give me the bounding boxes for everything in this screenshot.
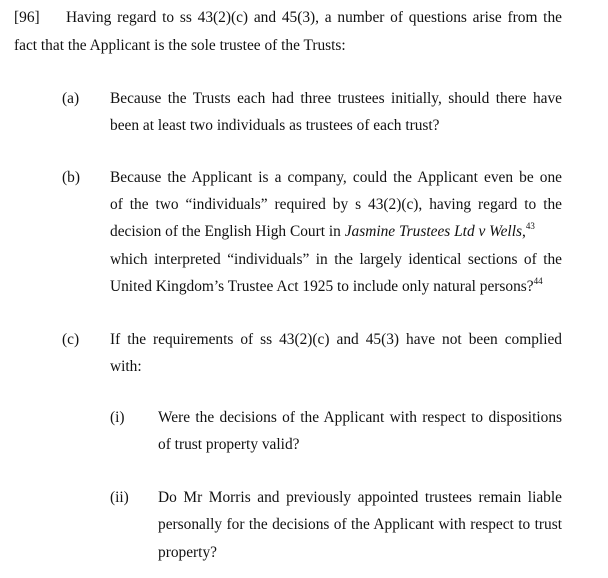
- item-b-line-3: [110, 222, 535, 242]
- item-b-line-2: of the two “individuals” required by s 43(2)(c), having regard to the: [110, 196, 562, 213]
- item-a-line-2: been at least two individuals as trustees of each trust?: [110, 117, 440, 134]
- subitem-i-label: (i): [110, 409, 125, 426]
- case-name: Jasmine Trustees Ltd v Wells: [344, 223, 522, 240]
- paragraph-number: [96]: [14, 9, 40, 26]
- item-c-line-2: with:: [110, 358, 142, 375]
- item-b-line-3-prefix: decision of the English High Court in: [110, 223, 345, 240]
- subitem-ii-label: (ii): [110, 489, 129, 506]
- item-c-label: (c): [62, 331, 80, 348]
- item-c-line-1: If the requirements of ss 43(2)(c) and 45(3) have not been complied: [110, 331, 562, 348]
- item-b-line-5: [110, 277, 543, 297]
- item-a-label: (a): [62, 90, 80, 107]
- subitem-i-line-1: Were the decisions of the Applicant with respect to dispositions: [158, 409, 562, 426]
- subitem-ii-line-3: property?: [158, 544, 217, 561]
- item-b-line-4: which interpreted “individuals” in the largely identical sections of the: [110, 251, 562, 268]
- footnote-ref-44[interactable]: 44: [533, 275, 543, 286]
- item-b-label: (b): [62, 169, 80, 186]
- intro-line-1: Having regard to ss 43(2)(c) and 45(3), a number of questions arise from the: [66, 9, 562, 26]
- item-b-line-5-text: United Kingdom’s Trustee Act 1925 to include only natural persons?: [110, 278, 534, 295]
- intro-line-2: fact that the Applicant is the sole trustee of the Trusts:: [14, 37, 346, 54]
- item-b-line-1: Because the Applicant is a company, could the Applicant even be one: [110, 169, 562, 186]
- footnote-ref-43[interactable]: 43: [525, 220, 535, 231]
- item-a-line-1: Because the Trusts each had three trustees initially, should there have: [110, 90, 562, 107]
- subitem-ii-line-2: personally for the decisions of the Applicant with respect to trust: [158, 516, 562, 533]
- subitem-ii-line-1: Do Mr Morris and previously appointed trustees remain liable: [158, 489, 562, 506]
- item-b-line-3-suffix: ,: [521, 223, 526, 240]
- subitem-i-line-2: of trust property valid?: [158, 436, 300, 453]
